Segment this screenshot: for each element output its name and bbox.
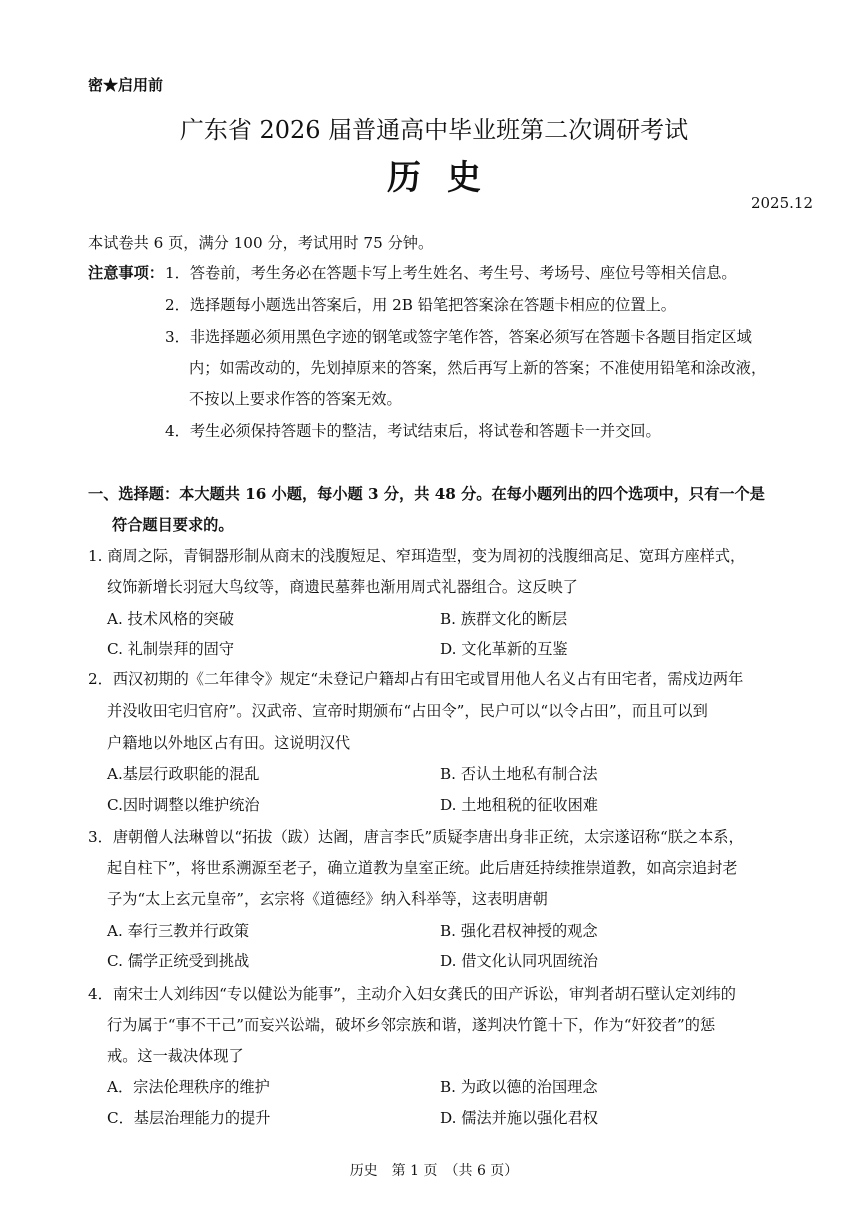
question-2-option-a: A.基层行政职能的混乱 [107, 765, 260, 783]
question-3-option-d: D. 借文化认同巩固统治 [440, 952, 598, 970]
question-4-option-b: B. 为政以德的治国理念 [440, 1078, 598, 1096]
section-heading: 一、选择题：本大题共 16 小题，每小题 3 分，共 48 分。在每小题列出的四个选项中，只有一个是 [88, 485, 765, 503]
question-3-option-c: C. 儒学正统受到挑战 [107, 952, 250, 970]
question-2-option-b: B. 否认土地私有制合法 [440, 765, 598, 783]
question-4-line: 4．南宋士人刘纬因“专以健讼为能事”，主动介入妇女龚氏的田产诉讼，审判者胡石壁认定刘纬的 [88, 985, 736, 1003]
question-4-option-d: D. 儒法并施以强化君权 [440, 1109, 598, 1127]
page-footer: 历史 第 1 页 （共 6 页） [349, 1163, 519, 1179]
question-3-line: 子为“太上玄元皇帝”，玄宗将《道德经》纳入科举等，这表明唐朝 [107, 890, 548, 908]
question-1-option-c: C. 礼制崇拜的固守 [107, 640, 235, 658]
question-1-option-b: B. 族群文化的断层 [440, 610, 568, 628]
question-1-option-d: D. 文化革新的互鉴 [440, 640, 568, 658]
note-line: 不按以上要求作答的答案无效。 [189, 390, 402, 408]
question-1-option-a: A. 技术风格的突破 [107, 610, 234, 628]
exam-date: 2025.12 [750, 194, 813, 212]
question-2-option-c: C.因时调整以维护统治 [107, 796, 260, 814]
question-4-option-c: C．基层治理能力的提升 [107, 1109, 271, 1127]
section-heading-cont: 符合题目要求的。 [112, 516, 234, 534]
question-4-line: 行为属于“事不干己”而妄兴讼端，破坏乡邻宗族和谐，遂判决竹篦十下，作为“奸狡者”的惩 [107, 1016, 716, 1034]
note-line: 内；如需改动的，先划掉原来的答案，然后再写上新的答案；不准使用铅笔和涂改液， [189, 359, 767, 377]
question-2-line: 户籍地以外地区占有田。这说明汉代 [107, 734, 350, 752]
question-2-option-d: D. 土地租税的征收困难 [440, 796, 598, 814]
note-line: 1．答卷前，考生务必在答题卡写上考生姓名、考生号、考场号、座位号等相关信息。 [165, 264, 737, 282]
question-1-line: 1. 商周之际，青铜器形制从商末的浅腹短足、窄珥造型，变为周初的浅腹细高足、宽珥方座样式， [88, 547, 746, 565]
question-3-option-b: B. 强化君权神授的观念 [440, 922, 598, 940]
question-3-option-a: A. 奉行三教并行政策 [107, 922, 250, 940]
note-line: 4．考生必须保持答题卡的整洁，考试结束后，将试卷和答题卡一并交回。 [165, 422, 661, 440]
question-2-line: 并没收田宅归官府”。汉武帝、宣帝时期颁布“占田令”，民户可以“以令占田”，而且可以到 [107, 702, 708, 720]
subject-title: 历史 [387, 158, 507, 198]
note-line: 2．选择题每小题选出答案后，用 2B 铅笔把答案涂在答题卡相应的位置上。 [165, 296, 676, 314]
confidential-label: 密★启用前 [88, 76, 164, 94]
question-3-line: 起自柱下”，将世系溯源至老子，确立道教为皇室正统。此后唐廷持续推崇道教，如高宗追封老 [107, 859, 738, 877]
note-line: 3．非选择题必须用黑色字迹的钢笔或签字笔作答，答案必须写在答题卡各题目指定区域 [165, 328, 752, 346]
question-4-line: 戒。这一裁决体现了 [107, 1047, 244, 1065]
notes-label: 注意事项： [88, 264, 164, 282]
question-1-line: 纹饰新增长羽冠大鸟纹等，商遗民墓葬也渐用周式礼器组合。这反映了 [107, 578, 578, 596]
intro-text: 本试卷共 6 页，满分 100 分，考试用时 75 分钟。 [88, 234, 434, 252]
question-2-line: 2．西汉初期的《二年律令》规定“未登记户籍却占有田宅或冒用他人名义占有田宅者，需戍边两年 [88, 670, 744, 688]
question-4-option-a: A．宗法伦理秩序的维护 [107, 1078, 270, 1096]
question-3-line: 3．唐朝僧人法琳曾以“拓拔（跋）达阇，唐言李氏”质疑李唐出身非正统，太宗遂诏称“朕之本系， [88, 828, 744, 846]
exam-title: 广东省 2026 届普通高中毕业班第二次调研考试 [179, 116, 689, 144]
